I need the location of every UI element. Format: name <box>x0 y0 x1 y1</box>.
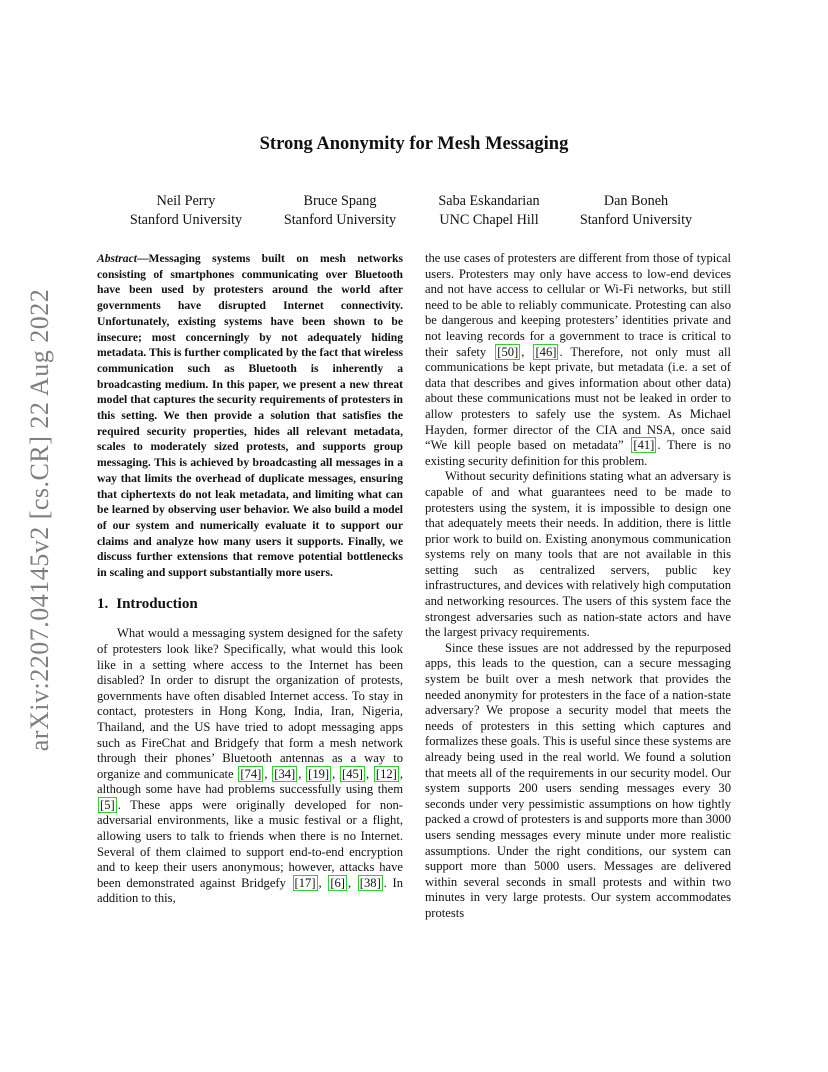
body-paragraph <box>425 251 731 469</box>
arxiv-identifier <box>20 280 60 760</box>
citation-link[interactable]: [5] <box>100 797 115 812</box>
citation-link[interactable]: [38] <box>359 875 381 890</box>
body-paragraph: Since these issues are not addressed by the repurposed apps, this leads to the question, can a secure messaging system be built over a mesh network that provides the needed anonymity for protesters in the face of a nation-state adversary? We propose a security model that meets the needs of protesters in this setting which captures and formalizes these goals. This is useful since these systems are already being used in the real world. We found a solution that meets all of the requirements in our security model. Our system supports 200 users sending messages every 30 seconds under very pessimistic assumptions on how tightly packed a crowd of protesters is and supports more than 3000 users sending messages every minute under more realistic assumptions. Under the right conditions, our system can support more than 5000 users. Messages are delivered within several seconds in small protests and within two minutes in very large protests. Our system accommodates protests <box>425 640 731 920</box>
paragraph-text: . In addition to this, <box>97 875 404 906</box>
author-affiliation: Stanford University <box>129 211 243 228</box>
paragraph-text: , <box>521 344 533 359</box>
citation-link[interactable]: [41] <box>633 438 655 453</box>
abstract-text: —Messaging systems built on mesh networks consisting of smartphones communicating over Bluetooth have been used by protesters around the world after governments have disrupted Internet connectivity. Unfortunately, existing systems have been shown to be insecure; most concerningly by not adequately hiding metadata. This is further complicated by the fact that wireless communication such as Bluetooth is inherently a broadcasting medium. In this paper, we present a new threat model that captures the security requirements of protesters in this setting. We then provide a solution that satisfies the required security properties, hides all relevant metadata, scales to moderately sized protests, and supports group messaging. This is achieved by broadcasting all messages in a way that limits the overhead of duplicate messages, ensuring that ciphertexts do not leak metadata, and limiting what can be learned by observing user behavior. We also build a model of our system and numerically evaluate it to support our claims and analyze how many users it supports. Finally, we discuss further extensions that remove potential bottlenecks in scaling and support substantially more users. <box>97 252 403 580</box>
section-title: Introduction <box>116 595 198 612</box>
paragraph-text: What would a messaging system designed for the safety of protesters look like? Specifically, what would this look like in a setting where access to the Internet has been disabled? In order to disrupt the organization of protests, governments have often disabled Internet access. To stay in contact, protesters in Hong Kong, India, Iran, Nigeria, Thailand, and the US have tried to adopt messaging apps such as FireChat and Bridgefy that form a mesh network through their phones’ Bluetooth antennas as a way to organize and communicate <box>97 626 403 781</box>
citation-link[interactable]: [50] <box>497 344 519 359</box>
paragraph-text: . There is no existing security definition for this problem. <box>425 438 731 468</box>
citation-link[interactable]: [34] <box>274 766 296 781</box>
paragraph-text: , <box>298 766 306 781</box>
author-affiliation: Stanford University <box>283 211 397 228</box>
citation-link[interactable]: [19] <box>308 766 330 781</box>
author-name: Saba Eskandarian <box>438 193 540 209</box>
author-block <box>260 192 420 229</box>
section-heading <box>97 597 403 613</box>
paragraph-text: , <box>348 875 357 890</box>
citation-link[interactable]: [46] <box>535 344 557 359</box>
paragraph-text: , <box>365 766 373 781</box>
paragraph-text: , <box>264 766 272 781</box>
citation-link[interactable]: [74] <box>240 766 262 781</box>
section-number: 1. <box>97 595 109 612</box>
paragraph-text: , <box>332 766 339 781</box>
intro-paragraph <box>97 626 403 907</box>
left-column <box>97 251 403 907</box>
citation-link[interactable]: [45] <box>342 766 363 781</box>
right-column <box>425 251 731 922</box>
citation-link[interactable]: [17] <box>294 875 316 890</box>
author-affiliation: Stanford University <box>579 211 693 228</box>
body-paragraph: Without security definitions stating what an adversary is capable of and what guarantees need to be made to protesters using the system, it is impossible to design one that adequately meets their needs. In addition, there is little prior work to build on. Existing anonymous communication systems rely on many tools that are not available in this setting such as centralized servers, public key infrastructures, and devices with relatively high computation and networking resources. The users of this system face the strongest adversaries such as nation-state actors and have the largest privacy requirements. <box>425 469 732 640</box>
paragraph-text: . Therefore, not only must all communications be kept private, but metadata (i.e. a set of data that describes and gives information about other data) about these communications must not be leaked in order to allow protesters to safely use the system. As Michael Hayden, former director of the CIA and NSA, once said “We kill people based on metadata” <box>425 344 732 453</box>
arxiv-identifier-text: arXiv:2207.04145v2 [cs.CR] 22 Aug 2022 <box>25 288 55 752</box>
paragraph-text: , although some have had problems successfully using them <box>97 766 404 797</box>
abstract <box>97 251 403 581</box>
author-block <box>409 192 569 229</box>
author-name: Neil Perry <box>156 193 216 209</box>
author-name: Dan Boneh <box>603 193 669 209</box>
paragraph-text: the use cases of protesters are different from those of typical users. Protesters may only have access to low-end devices and not have access to cellular or Wi-Fi networks, but still need to be able to reliably communicate. Protesting can also be dangerous and keeping protesters’ identities private and not leaving records for a government to trace is critical to their safety <box>425 251 731 359</box>
paragraph-text: , <box>318 875 328 890</box>
author-block <box>556 192 716 229</box>
paragraph-text: . These apps were originally developed for non-adversarial environments, like a music festival or a flight, allowing users to talk to friends when there is no Internet. Several of them claimed to support end-to-end encryption and to keep their users anonymous; however, attacks have been demonstrated against Bridgefy <box>97 797 403 890</box>
abstract-label: Abstract <box>97 252 137 265</box>
citation-link[interactable]: [6] <box>330 875 345 890</box>
author-affiliation: UNC Chapel Hill <box>439 211 539 228</box>
citation-link[interactable]: [12] <box>375 766 397 781</box>
author-block <box>106 192 266 229</box>
author-name: Bruce Spang <box>303 193 377 209</box>
paper-title: Strong Anonymity for Mesh Messaging <box>259 134 569 154</box>
